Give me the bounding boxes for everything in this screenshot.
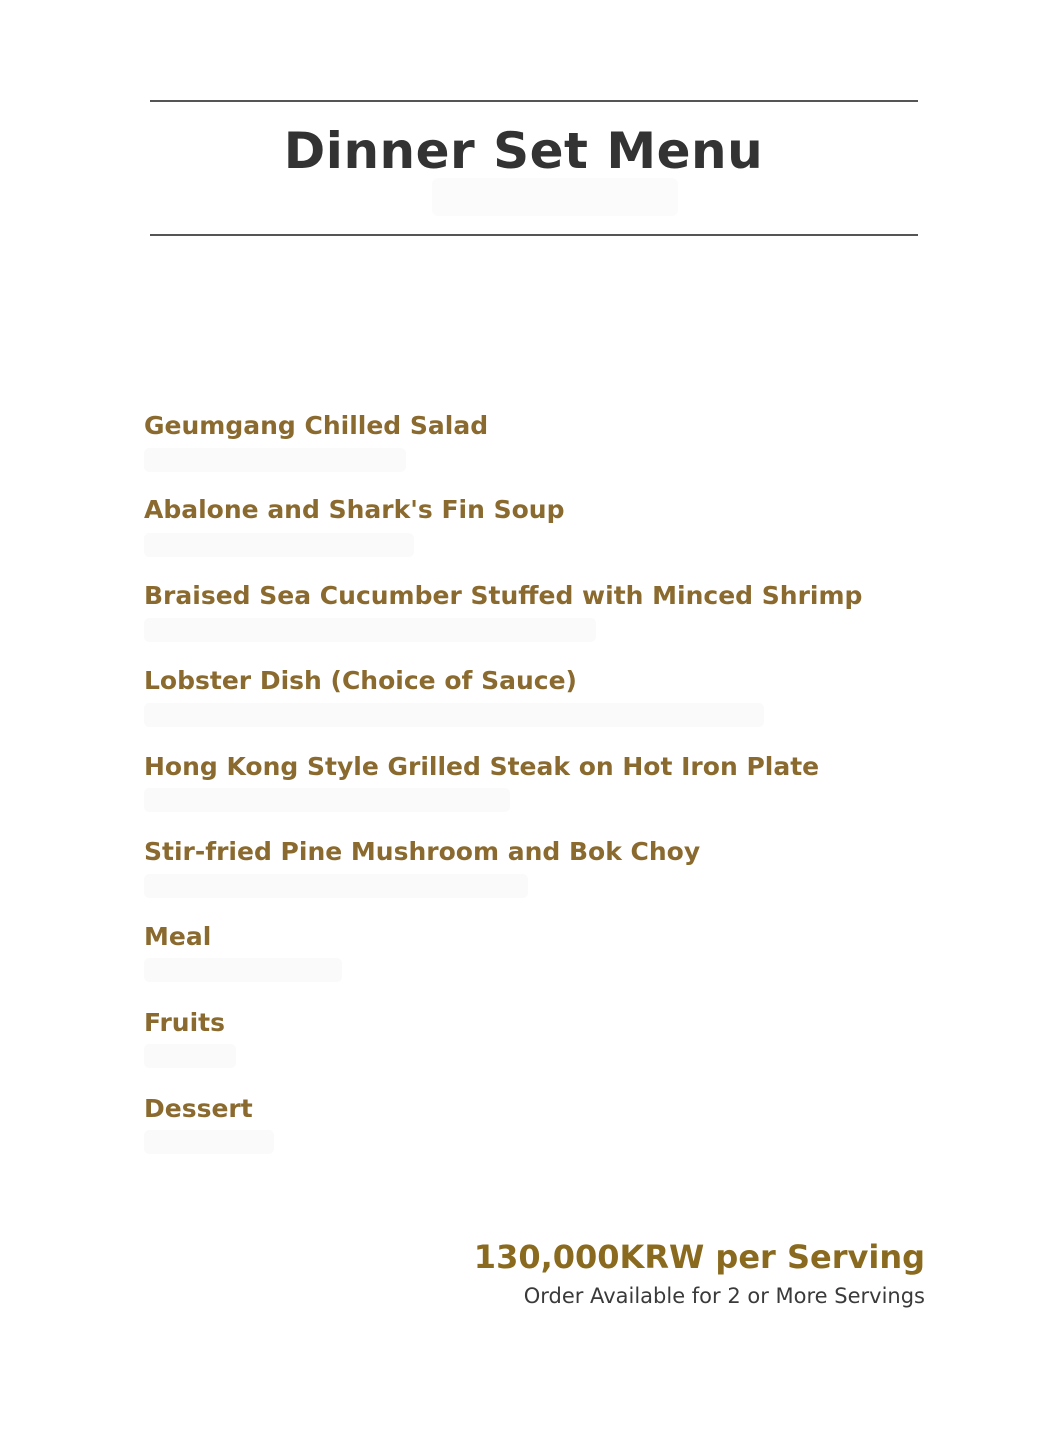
item-subtitle-faint [144, 618, 596, 642]
page-title: Dinner Set Menu [283, 122, 764, 180]
item-subtitle-faint [144, 874, 528, 898]
menu-item-soup: Abalone and Shark's Fin Soup [144, 495, 565, 524]
menu-item-dessert: Dessert [144, 1094, 253, 1123]
item-subtitle-faint [144, 533, 414, 557]
item-subtitle-faint [144, 1044, 236, 1068]
menu-item-sea-cucumber: Braised Sea Cucumber Stuffed with Minced Shrimp [144, 581, 863, 610]
item-subtitle-faint [144, 703, 764, 727]
menu-item-salad: Geumgang Chilled Salad [144, 411, 489, 440]
price-per-serving: 130,000KRW per Serving [473, 1238, 925, 1276]
menu-item-fruits: Fruits [144, 1008, 226, 1037]
item-subtitle-faint [144, 448, 406, 472]
item-subtitle-faint [144, 958, 342, 982]
menu-item-lobster: Lobster Dish (Choice of Sauce) [144, 666, 577, 695]
item-subtitle-faint [144, 788, 510, 812]
menu-item-steak: Hong Kong Style Grilled Steak on Hot Iron Plate [144, 752, 820, 781]
order-note: Order Available for 2 or More Servings [523, 1284, 925, 1308]
menu-item-meal: Meal [144, 922, 212, 951]
item-subtitle-faint [144, 1130, 274, 1154]
menu-item-mushroom: Stir-fried Pine Mushroom and Bok Choy [144, 837, 701, 866]
